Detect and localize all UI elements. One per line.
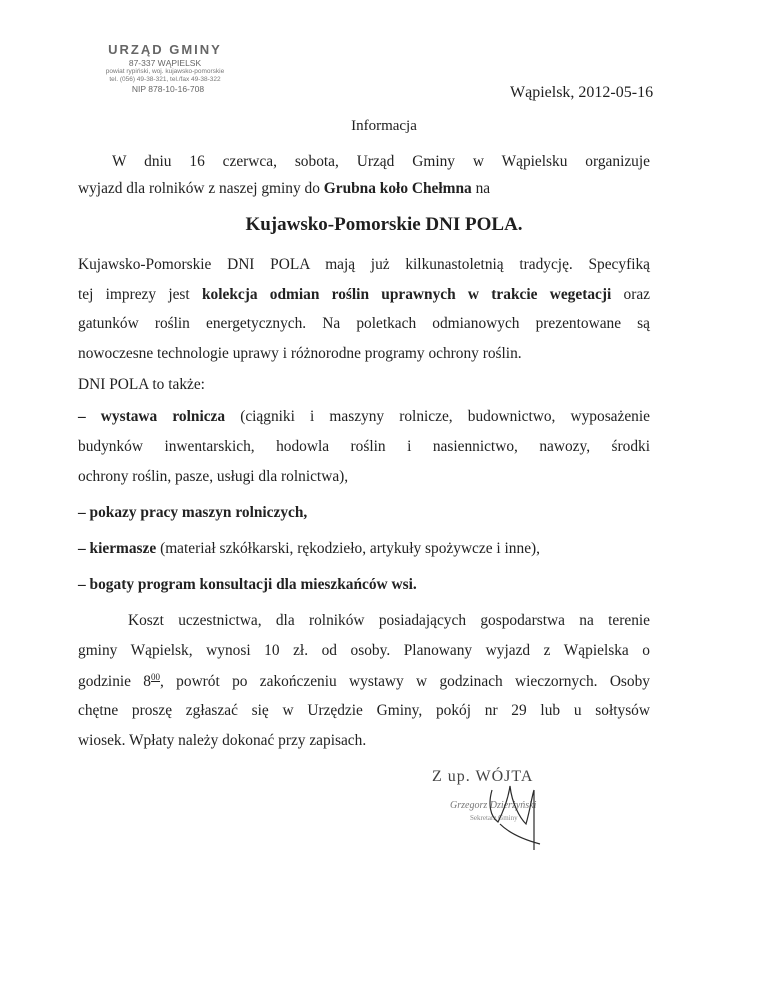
para2-line-1: Koszt uczestnictwa, dla rolników posiadających gospodarstwa na terenie	[128, 612, 650, 629]
signature-authority: Z up. WÓJTA	[432, 768, 534, 785]
intro-destination: Grubna koło Chełmna	[323, 180, 472, 197]
list-item-fairs	[78, 540, 540, 558]
para1-tail: oraz	[611, 286, 650, 303]
document-date: Wąpielsk, 2012-05-16	[510, 84, 654, 101]
intro-tail: na	[471, 180, 491, 197]
para1-line-2	[78, 286, 650, 304]
intro-line-2	[78, 180, 490, 198]
also-label: DNI POLA to także:	[78, 376, 205, 393]
para2-hour-minutes: 00	[151, 672, 161, 682]
handwritten-signature-icon	[430, 764, 660, 854]
stamp-county: powiat rypiński, woj. kujawsko-pomorskie	[105, 68, 225, 75]
para2-hour: godzinie 8	[78, 673, 152, 691]
para1-highlight: kolekcja odmian roślin uprawnych w trakcie wegetacji	[201, 286, 612, 303]
signature-role: Sekretarz Gminy	[470, 814, 518, 822]
para1-line-1: Kujawsko-Pomorskie DNI POLA mają już kilkunastoletnią tradycję. Specyfiką	[78, 256, 650, 273]
item-fairs-title: – kiermasze	[78, 540, 157, 557]
para2-line-4: chętne proszę zgłaszać się w Urzędzie Gminy, pokój nr 29 lub u sołtysów	[78, 702, 650, 719]
stamp-postal: 87-337 WĄPIELSK	[128, 58, 202, 68]
para1-line-4: nowoczesne technologie uprawy i różnorodne programy ochrony roślin.	[78, 345, 522, 362]
office-stamp	[60, 42, 270, 94]
stamp-nip: NIP 878-10-16-708	[131, 84, 205, 94]
list-item-demonstrations	[78, 504, 307, 522]
item-fairs-text: (materiał szkółkarski, rękodzieło, artykuły spożywcze i inne),	[156, 540, 540, 557]
para2-line-2: gminy Wąpielsk, wynosi 10 zł. od osoby. Planowany wyjazd z Wąpielska o	[78, 642, 650, 659]
item-exhibition-text: (ciągniki i maszyny rolnicze, budownictwo, wyposażenie	[225, 408, 650, 425]
item-consultations-title: – bogaty program konsultacji dla mieszkańców wsi.	[78, 576, 417, 593]
stamp-office-name: URZĄD GMINY	[108, 42, 222, 57]
intro-text: wyjazd dla rolników z naszej gminy do	[78, 180, 324, 197]
signature-stamp	[430, 764, 660, 854]
item-exhibition-title: – wystawa rolnicza	[78, 408, 226, 425]
list-item-exhibition-line-3: ochrony roślin, pasze, usługi dla rolnictwa),	[78, 468, 349, 485]
para2-line-3	[78, 672, 650, 691]
list-item-consultations	[78, 576, 417, 594]
event-title: Kujawsko-Pomorskie DNI POLA.	[245, 214, 523, 235]
para1-line-3: gatunków roślin energetycznych. Na poletkach odmianowych prezentowane są	[78, 315, 650, 332]
document-title: Informacja	[351, 118, 417, 134]
intro-line-1: W dniu 16 czerwca, sobota, Urząd Gminy w Wąpielsku organizuje	[112, 153, 650, 170]
list-item-exhibition	[78, 408, 650, 426]
para2-line-5: wiosek. Wpłaty należy dokonać przy zapisach.	[78, 732, 367, 749]
para2-return: , powrót po zakończeniu wystawy w godzinach wieczornych. Osoby	[160, 673, 651, 691]
signature-name: Grzegorz Dzierżyński	[450, 800, 537, 811]
item-demonstrations-title: – pokazy pracy maszyn rolniczych,	[78, 504, 308, 521]
list-item-exhibition-line-2: budynków inwentarskich, hodowla roślin i nasiennictwo, nawozy, środki	[78, 438, 650, 455]
stamp-phone: tel. (056) 49-38-321, tel./fax 49-38-322	[109, 76, 221, 83]
para1-text: tej imprezy jest	[78, 286, 202, 303]
